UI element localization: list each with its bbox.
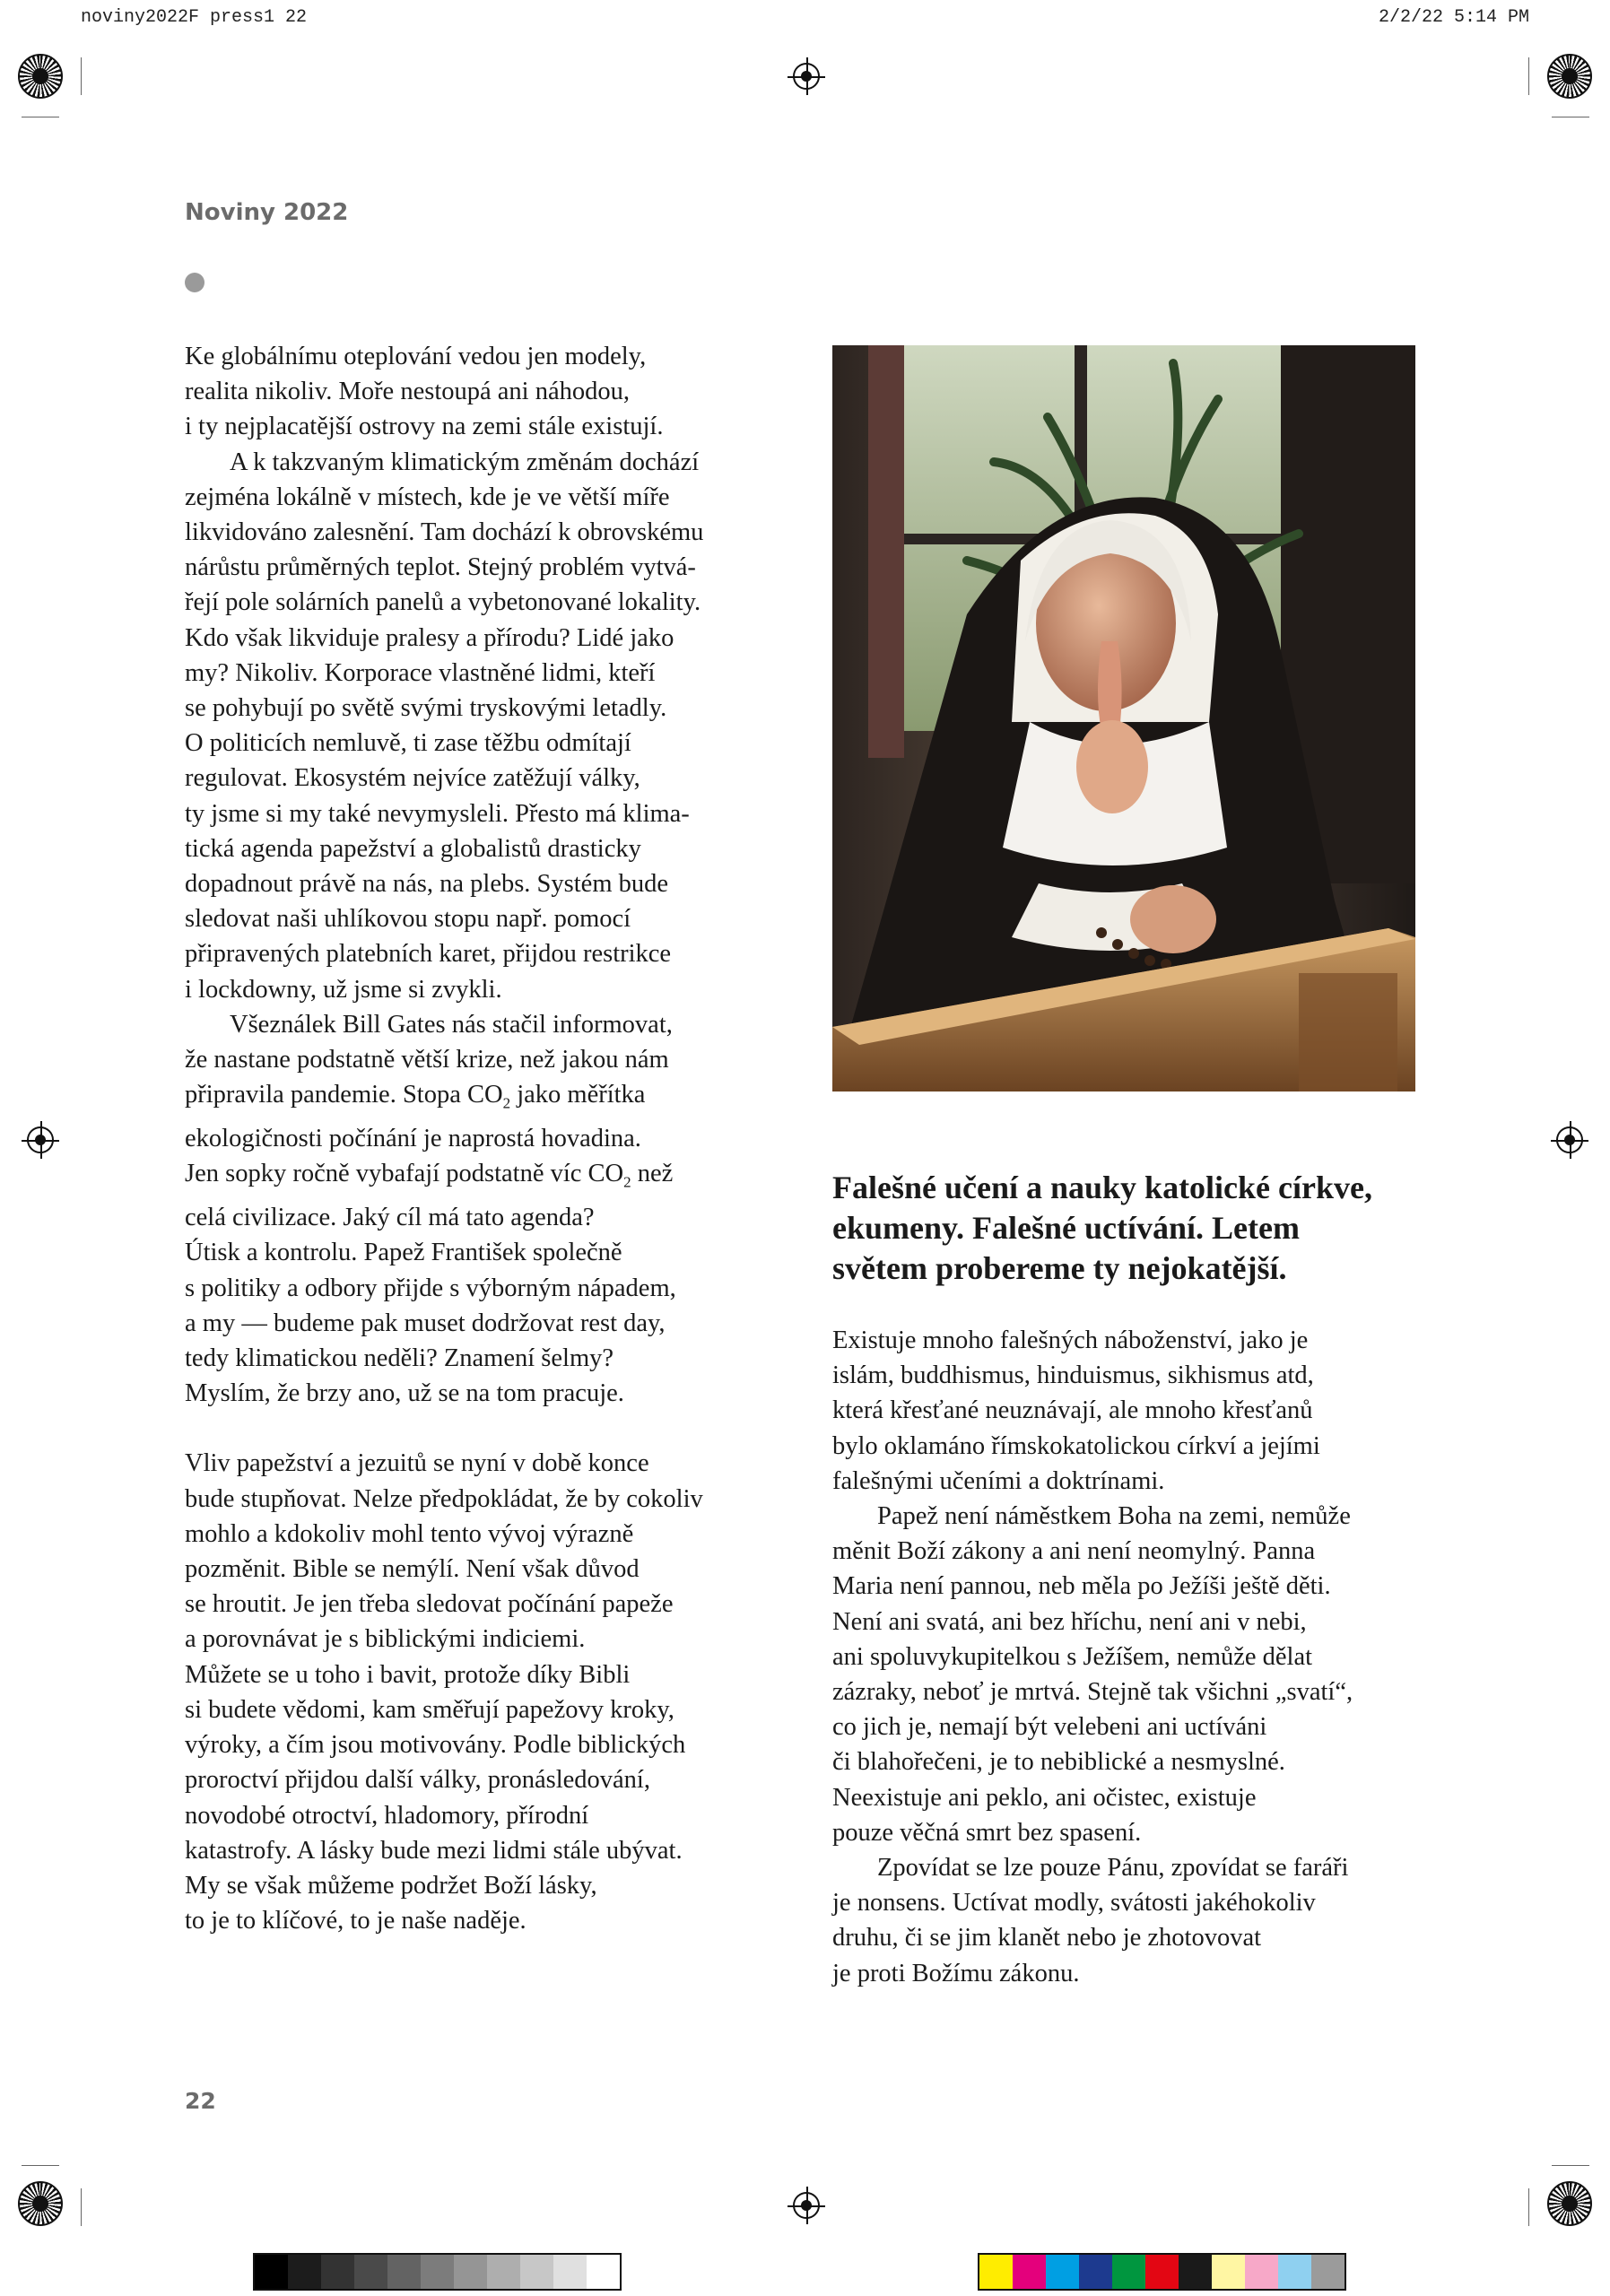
trim-mark [1552, 2165, 1589, 2166]
paragraph: A k takzvaným klimatickým změnám dochází zejména lokálně v místech, kde je ve větší míře likvidováno zalesnění. Tam dochází k obrovskému nárůstu průměrných teplot. Stejný problém vytvá- řejí pole solárních panelů a vybetonované lokality. Kdo však likviduje pralesy a přírodu? Lidé jako my? Nikoliv. Korporace vlastněné lidmi, kteří se pohybují po světě svými tryskovými letadly. O politicích nemluvě, ti zase těžbu odmítají regulovat. Ekosystém nejvíce zatěžují války, ty jsme si my také nevymysleli. Přesto má klima- tická agenda papežství a globalistů drasticky dopadnout právě na nás, na plebs. Systém bude sledovat naši uhlíkovou stopu např. pomocí připravených platebních karet, přijdou restrikce i lockdowny, už jsme si zvykli. [185, 448, 704, 1004]
grayscale-control-strip [253, 2253, 622, 2291]
slug-timestamp: 2/2/22 5:14 PM [1378, 7, 1529, 28]
color-patch [421, 2255, 454, 2289]
color-control-strip [978, 2253, 1346, 2291]
color-patch [1311, 2255, 1345, 2289]
color-patch [1179, 2255, 1212, 2289]
color-patch [387, 2255, 421, 2289]
color-patch [1278, 2255, 1311, 2289]
article-headline: Falešné učení a nauky katolické církve, ekumeny. Falešné uctívání. Letem světem probereme ty nejokatější. [832, 1170, 1372, 1286]
nun-photo [832, 345, 1415, 1091]
registration-mark-icon [18, 2181, 63, 2226]
color-patch [487, 2255, 520, 2289]
crosshair-mark-icon [1556, 1126, 1583, 1153]
color-patch [454, 2255, 487, 2289]
registration-mark-icon [18, 54, 63, 99]
color-patch [255, 2255, 288, 2289]
paragraph: Existuje mnoho falešných náboženství, jako je islám, buddhismus, hinduismus, sikhismus atd, která křesťané neuznávají, ale mnoho křesťanů bylo oklamáno římskokatolickou církví a jejími falešnými učeními a doktrínami. [832, 1326, 1320, 1495]
color-patch [1013, 2255, 1046, 2289]
crosshair-mark-icon [27, 1126, 54, 1153]
color-patch [979, 2255, 1013, 2289]
running-header: Noviny 2022 [185, 199, 349, 226]
color-patch [354, 2255, 387, 2289]
color-patch [553, 2255, 587, 2289]
trim-mark [1528, 2188, 1529, 2226]
header-dot-icon [185, 273, 205, 292]
registration-mark-icon [1547, 54, 1592, 99]
nun-illustration [832, 345, 1415, 1091]
color-patch [1046, 2255, 1079, 2289]
color-patch [1112, 2255, 1145, 2289]
slug-file-info: noviny2022F press1 22 [81, 7, 308, 28]
color-patch [1212, 2255, 1245, 2289]
color-patch [1245, 2255, 1278, 2289]
paragraph: Vliv papežství a jezuitů se nyní v době konce bude stupňovat. Nelze předpokládat, že by cokoliv mohlo a kdokoliv mohl tento vývoj výrazně pozměnit. Bible se nemýlí. Není však důvod se hroutit. Je jen třeba sledovat počínání papeže a porovnávat je s biblickými indiciemi. Můžete se u toho i bavit, protože díky Bibli si budete vědomi, kam směřují papežovy kroky, výroky, a čím jsou motivovány. Podle biblických proroctví přijdou další války, pronásledování, novodobé otroctví, hladomory, přírodní katastrofy. A lásky bude mezi lidmi stále ubývat. My se však můžeme podržet Boží lásky, to je to klíčové, to je naše naděje. [185, 1449, 703, 1935]
crosshair-mark-icon [793, 63, 820, 90]
left-text-column [185, 339, 777, 1938]
trim-mark [81, 57, 82, 95]
trim-mark [22, 2165, 59, 2166]
right-text-column [832, 1323, 1442, 1991]
registration-mark-icon [1547, 2181, 1592, 2226]
color-patch [587, 2255, 620, 2289]
paragraph: Všeználek Bill Gates nás stačil informovat, že nastane podstatně větší krize, než jakou nám připravila pandemie. Stopa $CO_2$ jako měřítka ekologičnosti počínání je naprostá hovadina. Jen sopky ročně vybafají podstatně víc $CO_2$ než celá civilizace. Jaký cíl má tato agenda? Útisk a kontrolu. Papež František společně s politiky a odbory přijde s výborným nápadem, a my — budeme pak muset dodržovat rest day, tedy klimatickou neděli? Znamení šelmy? Myslím, že brzy ano, už se na tom pracuje. [185, 1010, 676, 1408]
color-patch [1079, 2255, 1112, 2289]
color-patch [1145, 2255, 1179, 2289]
crosshair-mark-icon [793, 2192, 820, 2219]
paragraph: Ke globálnímu oteplování vedou jen modely, realita nikoliv. Moře nestoupá ani náhodou, i ty nejplacatější ostrovy na zemi stále existují. [185, 343, 664, 441]
color-patch [321, 2255, 354, 2289]
color-patch [288, 2255, 321, 2289]
paragraph: Zpovídat se lze pouze Pánu, zpovídat se faráři je nonsens. Uctívat modly, svátosti jakéhokoliv druhu, či se jim klanět nebo je zhotovovat je proti Božímu zákonu. [832, 1854, 1349, 1987]
trim-mark [1528, 57, 1529, 95]
color-patch [520, 2255, 553, 2289]
trim-mark [81, 2188, 82, 2226]
paragraph: Papež není náměstkem Boha na zemi, nemůže měnit Boží zákony a ani není neomylný. Panna Maria není pannou, neb měla po Ježíši ještě děti. Není ani svatá, ani bez hříchu, není ani v nebi, ani spoluvykupitelkou s Ježíšem, nemůže dělat zázraky, neboť je mrtvá. Stejně tak všichni „svatí“, co jich je, nemají být velebeni ani uctíváni či blahořečeni, je to nebiblické a nesmyslné. Neexistuje ani peklo, ani očistec, existuje pouze věčná smrt bez spasení. [832, 1502, 1353, 1847]
page-number: 22 [185, 2088, 216, 2114]
